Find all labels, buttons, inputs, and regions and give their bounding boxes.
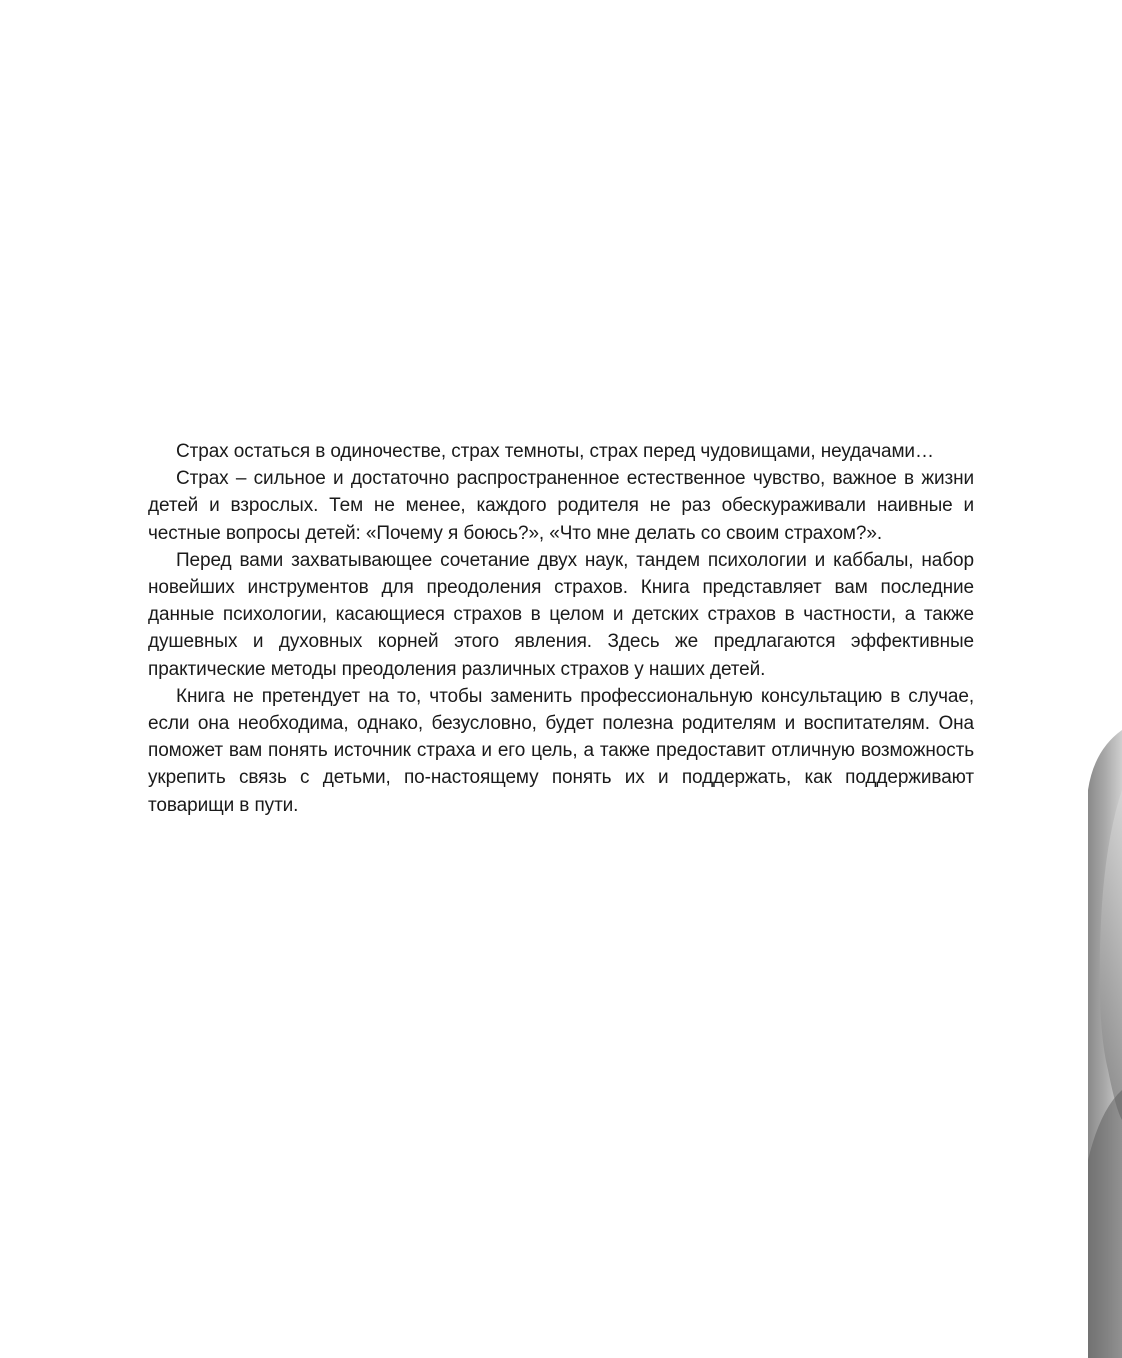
cover-edge-image xyxy=(1088,730,1122,1358)
paragraph-4: Книга не претендует на то, чтобы заменить профессиональную консультацию в случае, если она необходима, однако, безусловно, будет полезна родителям и воспитателям. Она поможет вам понять источник страха и его цель, а также предоставит отличную возможность укрепить связь с детьми, по-настоящему понять их и поддержать, как поддерживают товарищи в пути. xyxy=(148,685,974,816)
paragraph-1: Страх остаться в одиночестве, страх темноты, страх перед чудовищами, неудачами… xyxy=(176,441,934,462)
annotation-text xyxy=(148,438,974,819)
paragraph-2: Страх – сильное и достаточно распространенное естественное чувство, важное в жизни детей и взрослых. Тем не менее, каждого родителя не раз обескураживали наивные и честные вопросы детей: «Почему я боюсь?», «Что мне делать со своим страхом?». xyxy=(148,468,974,544)
paragraph-3: Перед вами захватывающее сочетание двух наук, тандем психологии и каббалы, набор новейших инструментов для преодоления страхов. Книга представляет вам последние данные психологии, касающиеся страхов в целом и детских страхов в частности, а также душевных и духовных корней этого явления. Здесь же предлагаются эффективные практические методы преодоления различных страхов у наших детей. xyxy=(148,549,974,680)
